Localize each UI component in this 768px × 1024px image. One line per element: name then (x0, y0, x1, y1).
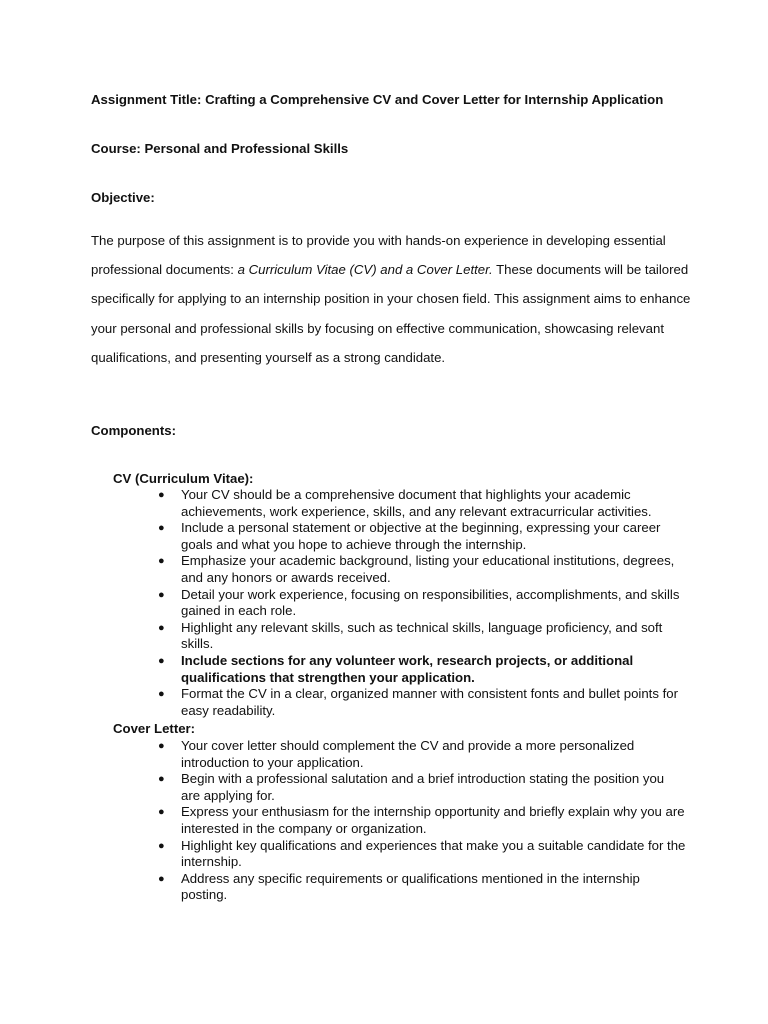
assignment-title: Assignment Title: Crafting a Comprehensive CV and Cover Letter for Internship Application (91, 92, 664, 107)
list-item-text: Format the CV in a clear, organized manner with consistent fonts and bullet points for easy readability. (181, 686, 678, 718)
bullet-icon: ● (158, 522, 165, 535)
bullet-icon: ● (158, 555, 165, 568)
cv-section-label: CV (Curriculum Vitae): (113, 471, 254, 486)
bullet-icon: ● (158, 839, 165, 852)
cover-letter-bullet-list (156, 738, 686, 904)
list-item (156, 871, 686, 904)
bullet-icon: ● (158, 806, 165, 819)
list-item (156, 487, 686, 520)
bullet-icon: ● (158, 489, 165, 501)
components-heading: Components: (91, 423, 176, 438)
list-item-text: Express your enthusiasm for the internship opportunity and briefly explain why you are interested in the company or organization. (181, 804, 685, 836)
bullet-icon: ● (158, 740, 165, 752)
cover-letter-section-label: Cover Letter: (113, 721, 196, 736)
objective-text-part3: These documents will be tailored specifically for applying to an internship position in your chosen field. This assignment aims to enhance your personal and professional skills by focusing on effective communication, showcasing relevant qualifications, and presenting yourself as a strong candidate. (91, 262, 691, 365)
list-item-text: Your cover letter should complement the CV and provide a more personalized introduction to your application. (181, 738, 635, 770)
list-item (156, 686, 686, 719)
course-line: Course: Personal and Professional Skills (91, 141, 349, 156)
list-item (156, 520, 686, 553)
list-item-text: Highlight any relevant skills, such as technical skills, language proficiency, and soft skills. (181, 619, 663, 652)
list-item (156, 738, 686, 771)
bullet-icon: ● (158, 872, 165, 885)
list-item (156, 620, 686, 653)
bullet-icon: ● (158, 588, 165, 601)
list-item (156, 838, 686, 871)
objective-text-italic: a Curriculum Vitae (CV) and a Cover Letter. (237, 262, 493, 278)
list-item-text: Include sections for any volunteer work, research projects, or additional qualifications that strengthen your application. (181, 652, 634, 685)
bullet-icon: ● (158, 621, 165, 634)
bullet-icon: ● (158, 688, 165, 701)
list-item (156, 804, 686, 837)
objective-text-part1: The purpose of this assignment is to provide you with hands-on experience in developing essential professional documents: (91, 233, 666, 278)
list-item (156, 553, 686, 586)
list-item-text: Emphasize your academic background, listing your educational institutions, degrees, and any honors or awards received. (181, 553, 675, 585)
cv-bullet-list (156, 487, 686, 719)
list-item-text: Begin with a professional salutation and a brief introduction stating the position you are applying for. (181, 771, 665, 803)
list-item (156, 771, 686, 804)
bullet-icon: ● (158, 654, 165, 667)
list-item-text: Highlight key qualifications and experiences that make you a suitable candidate for the internship. (181, 837, 686, 870)
objective-paragraph (91, 226, 691, 372)
list-item-text: Your CV should be a comprehensive document that highlights your academic achievements, work experience, skills, and any relevant extracurricular activities. (181, 487, 652, 519)
bullet-icon: ● (158, 773, 165, 786)
list-item-text: Address any specific requirements or qualifications mentioned in the internship posting. (181, 870, 640, 903)
list-item (156, 587, 686, 620)
list-item (156, 653, 686, 686)
list-item-text: Detail your work experience, focusing on responsibilities, accomplishments, and skills gained in each role. (181, 586, 680, 619)
list-item-text: Include a personal statement or objective at the beginning, expressing your career goals and what you hope to achieve through the internship. (181, 520, 661, 552)
objective-heading: Objective: (91, 190, 155, 205)
